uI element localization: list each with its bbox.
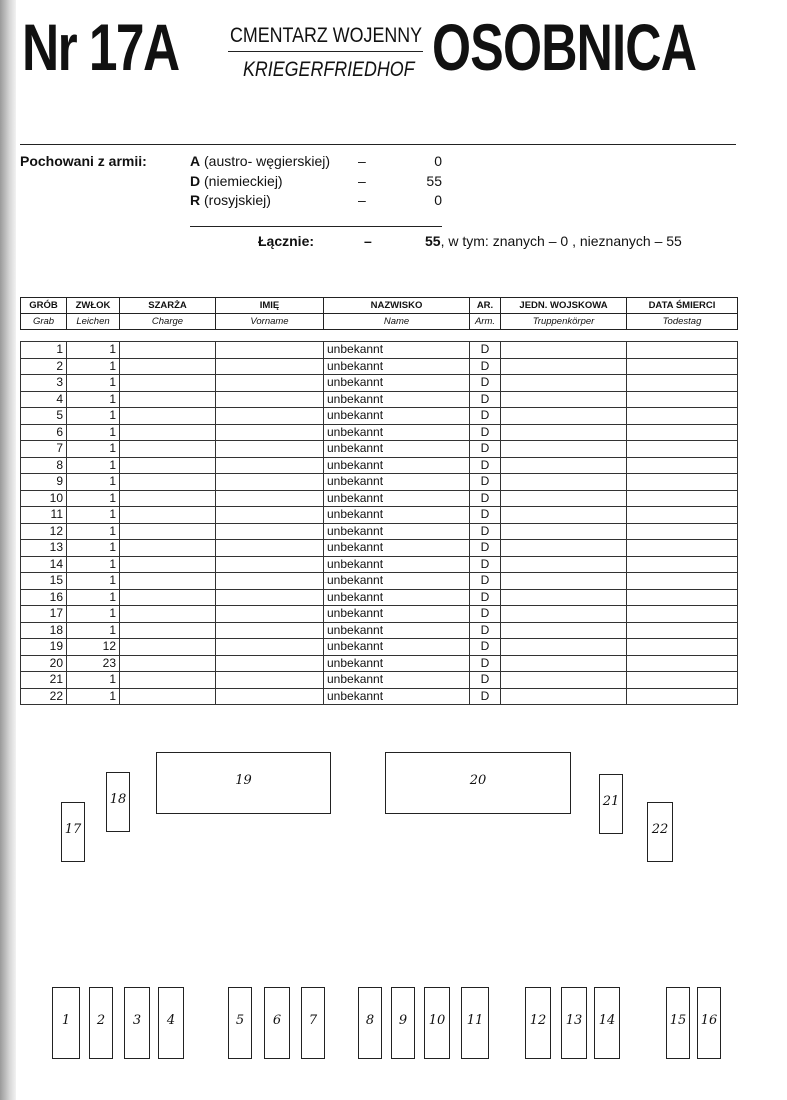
table-row bbox=[21, 391, 738, 408]
grave-box bbox=[697, 987, 721, 1059]
army-row-a bbox=[190, 153, 330, 169]
army-row-d bbox=[190, 173, 283, 189]
grave-label: 15 bbox=[669, 1013, 687, 1028]
army-row-r bbox=[190, 192, 271, 208]
surname-cell: unbekannt bbox=[324, 408, 470, 425]
date-of-death-cell bbox=[627, 507, 738, 524]
grave-label: 2 bbox=[96, 1013, 106, 1028]
unit-cell bbox=[501, 391, 627, 408]
grave-box bbox=[106, 772, 130, 832]
army-cell: D bbox=[470, 391, 501, 408]
surname-cell: unbekannt bbox=[324, 622, 470, 639]
grave-box bbox=[228, 987, 252, 1059]
grave-box bbox=[61, 802, 85, 862]
unit-cell bbox=[501, 424, 627, 441]
grave-label: 17 bbox=[64, 822, 82, 837]
grave-number-cell: 18 bbox=[21, 622, 67, 639]
rank-cell bbox=[120, 589, 216, 606]
rank-cell bbox=[120, 408, 216, 425]
grave-label: 22 bbox=[651, 822, 669, 837]
column-header: ZWŁOK bbox=[67, 298, 120, 314]
army-cell: D bbox=[470, 540, 501, 557]
surname-cell: unbekannt bbox=[324, 424, 470, 441]
date-of-death-cell bbox=[627, 375, 738, 392]
column-header: GRÓB bbox=[21, 298, 67, 314]
grave-box bbox=[525, 987, 551, 1059]
surname-cell: unbekannt bbox=[324, 342, 470, 359]
date-of-death-cell bbox=[627, 457, 738, 474]
bodies-count-cell: 12 bbox=[67, 639, 120, 656]
date-of-death-cell bbox=[627, 573, 738, 590]
date-of-death-cell bbox=[627, 556, 738, 573]
grave-box bbox=[424, 987, 450, 1059]
army-dash: – bbox=[358, 173, 366, 189]
first-name-cell bbox=[216, 424, 324, 441]
surname-cell: unbekannt bbox=[324, 457, 470, 474]
header-rule bbox=[20, 144, 736, 145]
unit-cell bbox=[501, 358, 627, 375]
date-of-death-cell bbox=[627, 606, 738, 623]
grave-number-cell: 17 bbox=[21, 606, 67, 623]
surname-cell: unbekannt bbox=[324, 540, 470, 557]
grave-label: 12 bbox=[529, 1013, 547, 1028]
bodies-count-cell: 1 bbox=[67, 474, 120, 491]
surname-cell: unbekannt bbox=[324, 375, 470, 392]
army-cell: D bbox=[470, 342, 501, 359]
grave-number-cell: 16 bbox=[21, 589, 67, 606]
army-cell: D bbox=[470, 523, 501, 540]
surname-cell: unbekannt bbox=[324, 573, 470, 590]
grave-number-cell: 15 bbox=[21, 573, 67, 590]
bodies-count-cell: 1 bbox=[67, 490, 120, 507]
army-count: 0 bbox=[434, 153, 442, 169]
bodies-count-cell: 1 bbox=[67, 424, 120, 441]
grave-box bbox=[385, 752, 571, 814]
army-code: A bbox=[190, 153, 201, 169]
column-header: Name bbox=[324, 314, 470, 330]
total-line bbox=[425, 233, 682, 249]
surname-cell: unbekannt bbox=[324, 556, 470, 573]
army-cell: D bbox=[470, 573, 501, 590]
unit-cell bbox=[501, 622, 627, 639]
surname-cell: unbekannt bbox=[324, 523, 470, 540]
grave-label: 13 bbox=[565, 1013, 583, 1028]
grave-box bbox=[301, 987, 325, 1059]
army-name: (austro- węgierskiej) bbox=[204, 153, 331, 169]
date-of-death-cell bbox=[627, 391, 738, 408]
bodies-count-cell: 1 bbox=[67, 441, 120, 458]
date-of-death-cell bbox=[627, 408, 738, 425]
column-header: Vorname bbox=[216, 314, 324, 330]
army-cell: D bbox=[470, 424, 501, 441]
grave-label: 19 bbox=[235, 773, 252, 788]
army-cell: D bbox=[470, 688, 501, 705]
grave-number-cell: 19 bbox=[21, 639, 67, 656]
rank-cell bbox=[120, 424, 216, 441]
grave-box bbox=[124, 987, 150, 1059]
bodies-count-cell: 1 bbox=[67, 688, 120, 705]
first-name-cell bbox=[216, 441, 324, 458]
surname-cell: unbekannt bbox=[324, 606, 470, 623]
bodies-count-cell: 1 bbox=[67, 556, 120, 573]
unit-cell bbox=[501, 507, 627, 524]
army-cell: D bbox=[470, 441, 501, 458]
table-row bbox=[21, 358, 738, 375]
army-cell: D bbox=[470, 639, 501, 656]
grave-box bbox=[461, 987, 489, 1059]
army-cell: D bbox=[470, 375, 501, 392]
table-row bbox=[21, 672, 738, 689]
column-header: Charge bbox=[120, 314, 216, 330]
rank-cell bbox=[120, 457, 216, 474]
grave-box bbox=[89, 987, 113, 1059]
first-name-cell bbox=[216, 639, 324, 656]
table-row bbox=[21, 589, 738, 606]
grave-number-cell: 20 bbox=[21, 655, 67, 672]
unit-cell bbox=[501, 474, 627, 491]
rank-cell bbox=[120, 391, 216, 408]
unit-cell bbox=[501, 490, 627, 507]
table-row bbox=[21, 457, 738, 474]
grave-box bbox=[594, 987, 620, 1059]
rank-cell bbox=[120, 639, 216, 656]
grave-number-cell: 12 bbox=[21, 523, 67, 540]
column-header: JEDN. WOJSKOWA bbox=[501, 298, 627, 314]
column-header: IMIĘ bbox=[216, 298, 324, 314]
first-name-cell bbox=[216, 523, 324, 540]
army-cell: D bbox=[470, 672, 501, 689]
table-row bbox=[21, 622, 738, 639]
grave-number-cell: 4 bbox=[21, 391, 67, 408]
table-row bbox=[21, 424, 738, 441]
grave-box bbox=[264, 987, 290, 1059]
bodies-count-cell: 1 bbox=[67, 589, 120, 606]
rank-cell bbox=[120, 342, 216, 359]
unit-cell bbox=[501, 655, 627, 672]
army-name: (rosyjskiej) bbox=[204, 192, 271, 208]
column-header: AR. bbox=[470, 298, 501, 314]
table-row bbox=[21, 556, 738, 573]
grave-label: 1 bbox=[61, 1013, 71, 1028]
summary-total-rule bbox=[190, 226, 442, 227]
rank-cell bbox=[120, 556, 216, 573]
grave-number-cell: 22 bbox=[21, 688, 67, 705]
grave-label: 14 bbox=[598, 1013, 616, 1028]
column-header: Grab bbox=[21, 314, 67, 330]
grave-label: 21 bbox=[602, 794, 620, 809]
unit-cell bbox=[501, 688, 627, 705]
table-row bbox=[21, 507, 738, 524]
register-header-table bbox=[20, 297, 738, 330]
rank-cell bbox=[120, 672, 216, 689]
grave-label: 8 bbox=[365, 1013, 375, 1028]
grave-box bbox=[647, 802, 673, 862]
grave-box bbox=[158, 987, 184, 1059]
grave-number-cell: 5 bbox=[21, 408, 67, 425]
grave-box bbox=[666, 987, 690, 1059]
first-name-cell bbox=[216, 622, 324, 639]
grave-label: 5 bbox=[235, 1013, 245, 1028]
first-name-cell bbox=[216, 391, 324, 408]
grave-number-cell: 8 bbox=[21, 457, 67, 474]
bodies-count-cell: 23 bbox=[67, 655, 120, 672]
bodies-count-cell: 1 bbox=[67, 342, 120, 359]
table-row bbox=[21, 408, 738, 425]
table-row bbox=[21, 540, 738, 557]
date-of-death-cell bbox=[627, 589, 738, 606]
subtitle-divider bbox=[228, 51, 423, 52]
grave-box bbox=[391, 987, 415, 1059]
subtitle-german: KRIEGERFRIEDHOF bbox=[243, 58, 415, 81]
subtitle-polish: CMENTARZ WOJENNY bbox=[230, 24, 423, 47]
date-of-death-cell bbox=[627, 358, 738, 375]
first-name-cell bbox=[216, 672, 324, 689]
army-cell: D bbox=[470, 589, 501, 606]
first-name-cell bbox=[216, 540, 324, 557]
place-name: OSOBNICA bbox=[432, 10, 697, 84]
unit-cell bbox=[501, 523, 627, 540]
column-header: Arm. bbox=[470, 314, 501, 330]
book-binding-shadow bbox=[0, 0, 16, 1100]
first-name-cell bbox=[216, 342, 324, 359]
surname-cell: unbekannt bbox=[324, 391, 470, 408]
date-of-death-cell bbox=[627, 342, 738, 359]
army-cell: D bbox=[470, 358, 501, 375]
first-name-cell bbox=[216, 688, 324, 705]
rank-cell bbox=[120, 606, 216, 623]
date-of-death-cell bbox=[627, 490, 738, 507]
date-of-death-cell bbox=[627, 523, 738, 540]
bodies-count-cell: 1 bbox=[67, 672, 120, 689]
rank-cell bbox=[120, 523, 216, 540]
bodies-count-cell: 1 bbox=[67, 523, 120, 540]
army-name: (niemieckiej) bbox=[204, 173, 283, 189]
unit-cell bbox=[501, 672, 627, 689]
column-header: NAZWISKO bbox=[324, 298, 470, 314]
surname-cell: unbekannt bbox=[324, 474, 470, 491]
rank-cell bbox=[120, 474, 216, 491]
army-count: 0 bbox=[434, 192, 442, 208]
first-name-cell bbox=[216, 606, 324, 623]
grave-box bbox=[52, 987, 80, 1059]
unit-cell bbox=[501, 606, 627, 623]
unit-cell bbox=[501, 408, 627, 425]
header-row-german bbox=[21, 314, 738, 330]
date-of-death-cell bbox=[627, 672, 738, 689]
grave-number-cell: 6 bbox=[21, 424, 67, 441]
army-count: 55 bbox=[426, 173, 442, 189]
bodies-count-cell: 1 bbox=[67, 573, 120, 590]
register-table bbox=[20, 341, 738, 705]
grave-number-cell: 9 bbox=[21, 474, 67, 491]
grave-label: 18 bbox=[109, 792, 127, 807]
unit-cell bbox=[501, 441, 627, 458]
unit-cell bbox=[501, 639, 627, 656]
surname-cell: unbekannt bbox=[324, 507, 470, 524]
header-row-polish bbox=[21, 298, 738, 314]
army-dash: – bbox=[358, 153, 366, 169]
surname-cell: unbekannt bbox=[324, 639, 470, 656]
rank-cell bbox=[120, 655, 216, 672]
rank-cell bbox=[120, 688, 216, 705]
army-cell: D bbox=[470, 655, 501, 672]
date-of-death-cell bbox=[627, 441, 738, 458]
surname-cell: unbekannt bbox=[324, 589, 470, 606]
column-header: Truppenkörper bbox=[501, 314, 627, 330]
bodies-count-cell: 1 bbox=[67, 358, 120, 375]
first-name-cell bbox=[216, 655, 324, 672]
grave-number-cell: 2 bbox=[21, 358, 67, 375]
army-cell: D bbox=[470, 622, 501, 639]
bodies-count-cell: 1 bbox=[67, 457, 120, 474]
first-name-cell bbox=[216, 408, 324, 425]
bodies-count-cell: 1 bbox=[67, 540, 120, 557]
table-row bbox=[21, 655, 738, 672]
first-name-cell bbox=[216, 375, 324, 392]
grave-label: 7 bbox=[308, 1013, 318, 1028]
first-name-cell bbox=[216, 457, 324, 474]
surname-cell: unbekannt bbox=[324, 672, 470, 689]
date-of-death-cell bbox=[627, 655, 738, 672]
column-header: Todestag bbox=[627, 314, 738, 330]
army-dash: – bbox=[358, 192, 366, 208]
army-cell: D bbox=[470, 556, 501, 573]
grave-label: 10 bbox=[428, 1013, 446, 1028]
grave-box bbox=[599, 774, 623, 834]
total-value: 55 bbox=[425, 233, 441, 249]
army-cell: D bbox=[470, 408, 501, 425]
grave-number-cell: 11 bbox=[21, 507, 67, 524]
table-row bbox=[21, 523, 738, 540]
surname-cell: unbekannt bbox=[324, 490, 470, 507]
rank-cell bbox=[120, 573, 216, 590]
first-name-cell bbox=[216, 507, 324, 524]
grave-number-cell: 3 bbox=[21, 375, 67, 392]
table-row bbox=[21, 474, 738, 491]
first-name-cell bbox=[216, 573, 324, 590]
grave-number-cell: 14 bbox=[21, 556, 67, 573]
table-row bbox=[21, 573, 738, 590]
grave-number-cell: 13 bbox=[21, 540, 67, 557]
surname-cell: unbekannt bbox=[324, 441, 470, 458]
date-of-death-cell bbox=[627, 540, 738, 557]
column-header: DATA ŚMIERCI bbox=[627, 298, 738, 314]
grave-number-cell: 10 bbox=[21, 490, 67, 507]
surname-cell: unbekannt bbox=[324, 655, 470, 672]
table-row bbox=[21, 375, 738, 392]
table-row bbox=[21, 490, 738, 507]
summary-label: Pochowani z armii: bbox=[20, 153, 147, 169]
table-row bbox=[21, 639, 738, 656]
bodies-count-cell: 1 bbox=[67, 507, 120, 524]
first-name-cell bbox=[216, 490, 324, 507]
army-cell: D bbox=[470, 474, 501, 491]
date-of-death-cell bbox=[627, 474, 738, 491]
date-of-death-cell bbox=[627, 622, 738, 639]
grave-box bbox=[156, 752, 331, 814]
unit-cell bbox=[501, 342, 627, 359]
grave-box bbox=[561, 987, 587, 1059]
rank-cell bbox=[120, 540, 216, 557]
rank-cell bbox=[120, 375, 216, 392]
first-name-cell bbox=[216, 474, 324, 491]
total-label: Łącznie: bbox=[258, 233, 315, 249]
grave-label: 11 bbox=[466, 1013, 484, 1028]
grave-number-cell: 21 bbox=[21, 672, 67, 689]
total-dash: – bbox=[364, 233, 372, 249]
surname-cell: unbekannt bbox=[324, 358, 470, 375]
grave-label: 6 bbox=[272, 1013, 282, 1028]
unit-cell bbox=[501, 556, 627, 573]
army-cell: D bbox=[470, 507, 501, 524]
unit-cell bbox=[501, 457, 627, 474]
rank-cell bbox=[120, 622, 216, 639]
grave-box bbox=[358, 987, 382, 1059]
unit-cell bbox=[501, 589, 627, 606]
bodies-count-cell: 1 bbox=[67, 391, 120, 408]
rank-cell bbox=[120, 507, 216, 524]
army-cell: D bbox=[470, 457, 501, 474]
grave-label: 16 bbox=[700, 1013, 718, 1028]
bodies-count-cell: 1 bbox=[67, 408, 120, 425]
table-row bbox=[21, 688, 738, 705]
date-of-death-cell bbox=[627, 688, 738, 705]
first-name-cell bbox=[216, 556, 324, 573]
grave-number-cell: 1 bbox=[21, 342, 67, 359]
rank-cell bbox=[120, 490, 216, 507]
army-cell: D bbox=[470, 606, 501, 623]
grave-label: 20 bbox=[469, 773, 487, 788]
unit-cell bbox=[501, 540, 627, 557]
column-header: SZARŻA bbox=[120, 298, 216, 314]
date-of-death-cell bbox=[627, 639, 738, 656]
date-of-death-cell bbox=[627, 424, 738, 441]
rank-cell bbox=[120, 441, 216, 458]
army-code: D bbox=[190, 173, 201, 189]
grave-label: 3 bbox=[132, 1013, 142, 1028]
army-cell: D bbox=[470, 490, 501, 507]
bodies-count-cell: 1 bbox=[67, 622, 120, 639]
grave-number-cell: 7 bbox=[21, 441, 67, 458]
cemetery-number: Nr 17A bbox=[22, 10, 179, 84]
unit-cell bbox=[501, 573, 627, 590]
table-row bbox=[21, 441, 738, 458]
bodies-count-cell: 1 bbox=[67, 606, 120, 623]
army-code: R bbox=[190, 192, 201, 208]
grave-label: 9 bbox=[398, 1013, 408, 1028]
first-name-cell bbox=[216, 358, 324, 375]
rank-cell bbox=[120, 358, 216, 375]
grave-label: 4 bbox=[166, 1013, 176, 1028]
first-name-cell bbox=[216, 589, 324, 606]
surname-cell: unbekannt bbox=[324, 688, 470, 705]
total-detail: , w tym: znanych – 0 , nieznanych – 55 bbox=[440, 233, 682, 249]
table-row bbox=[21, 606, 738, 623]
unit-cell bbox=[501, 375, 627, 392]
table-row bbox=[21, 342, 738, 359]
bodies-count-cell: 1 bbox=[67, 375, 120, 392]
column-header: Leichen bbox=[67, 314, 120, 330]
